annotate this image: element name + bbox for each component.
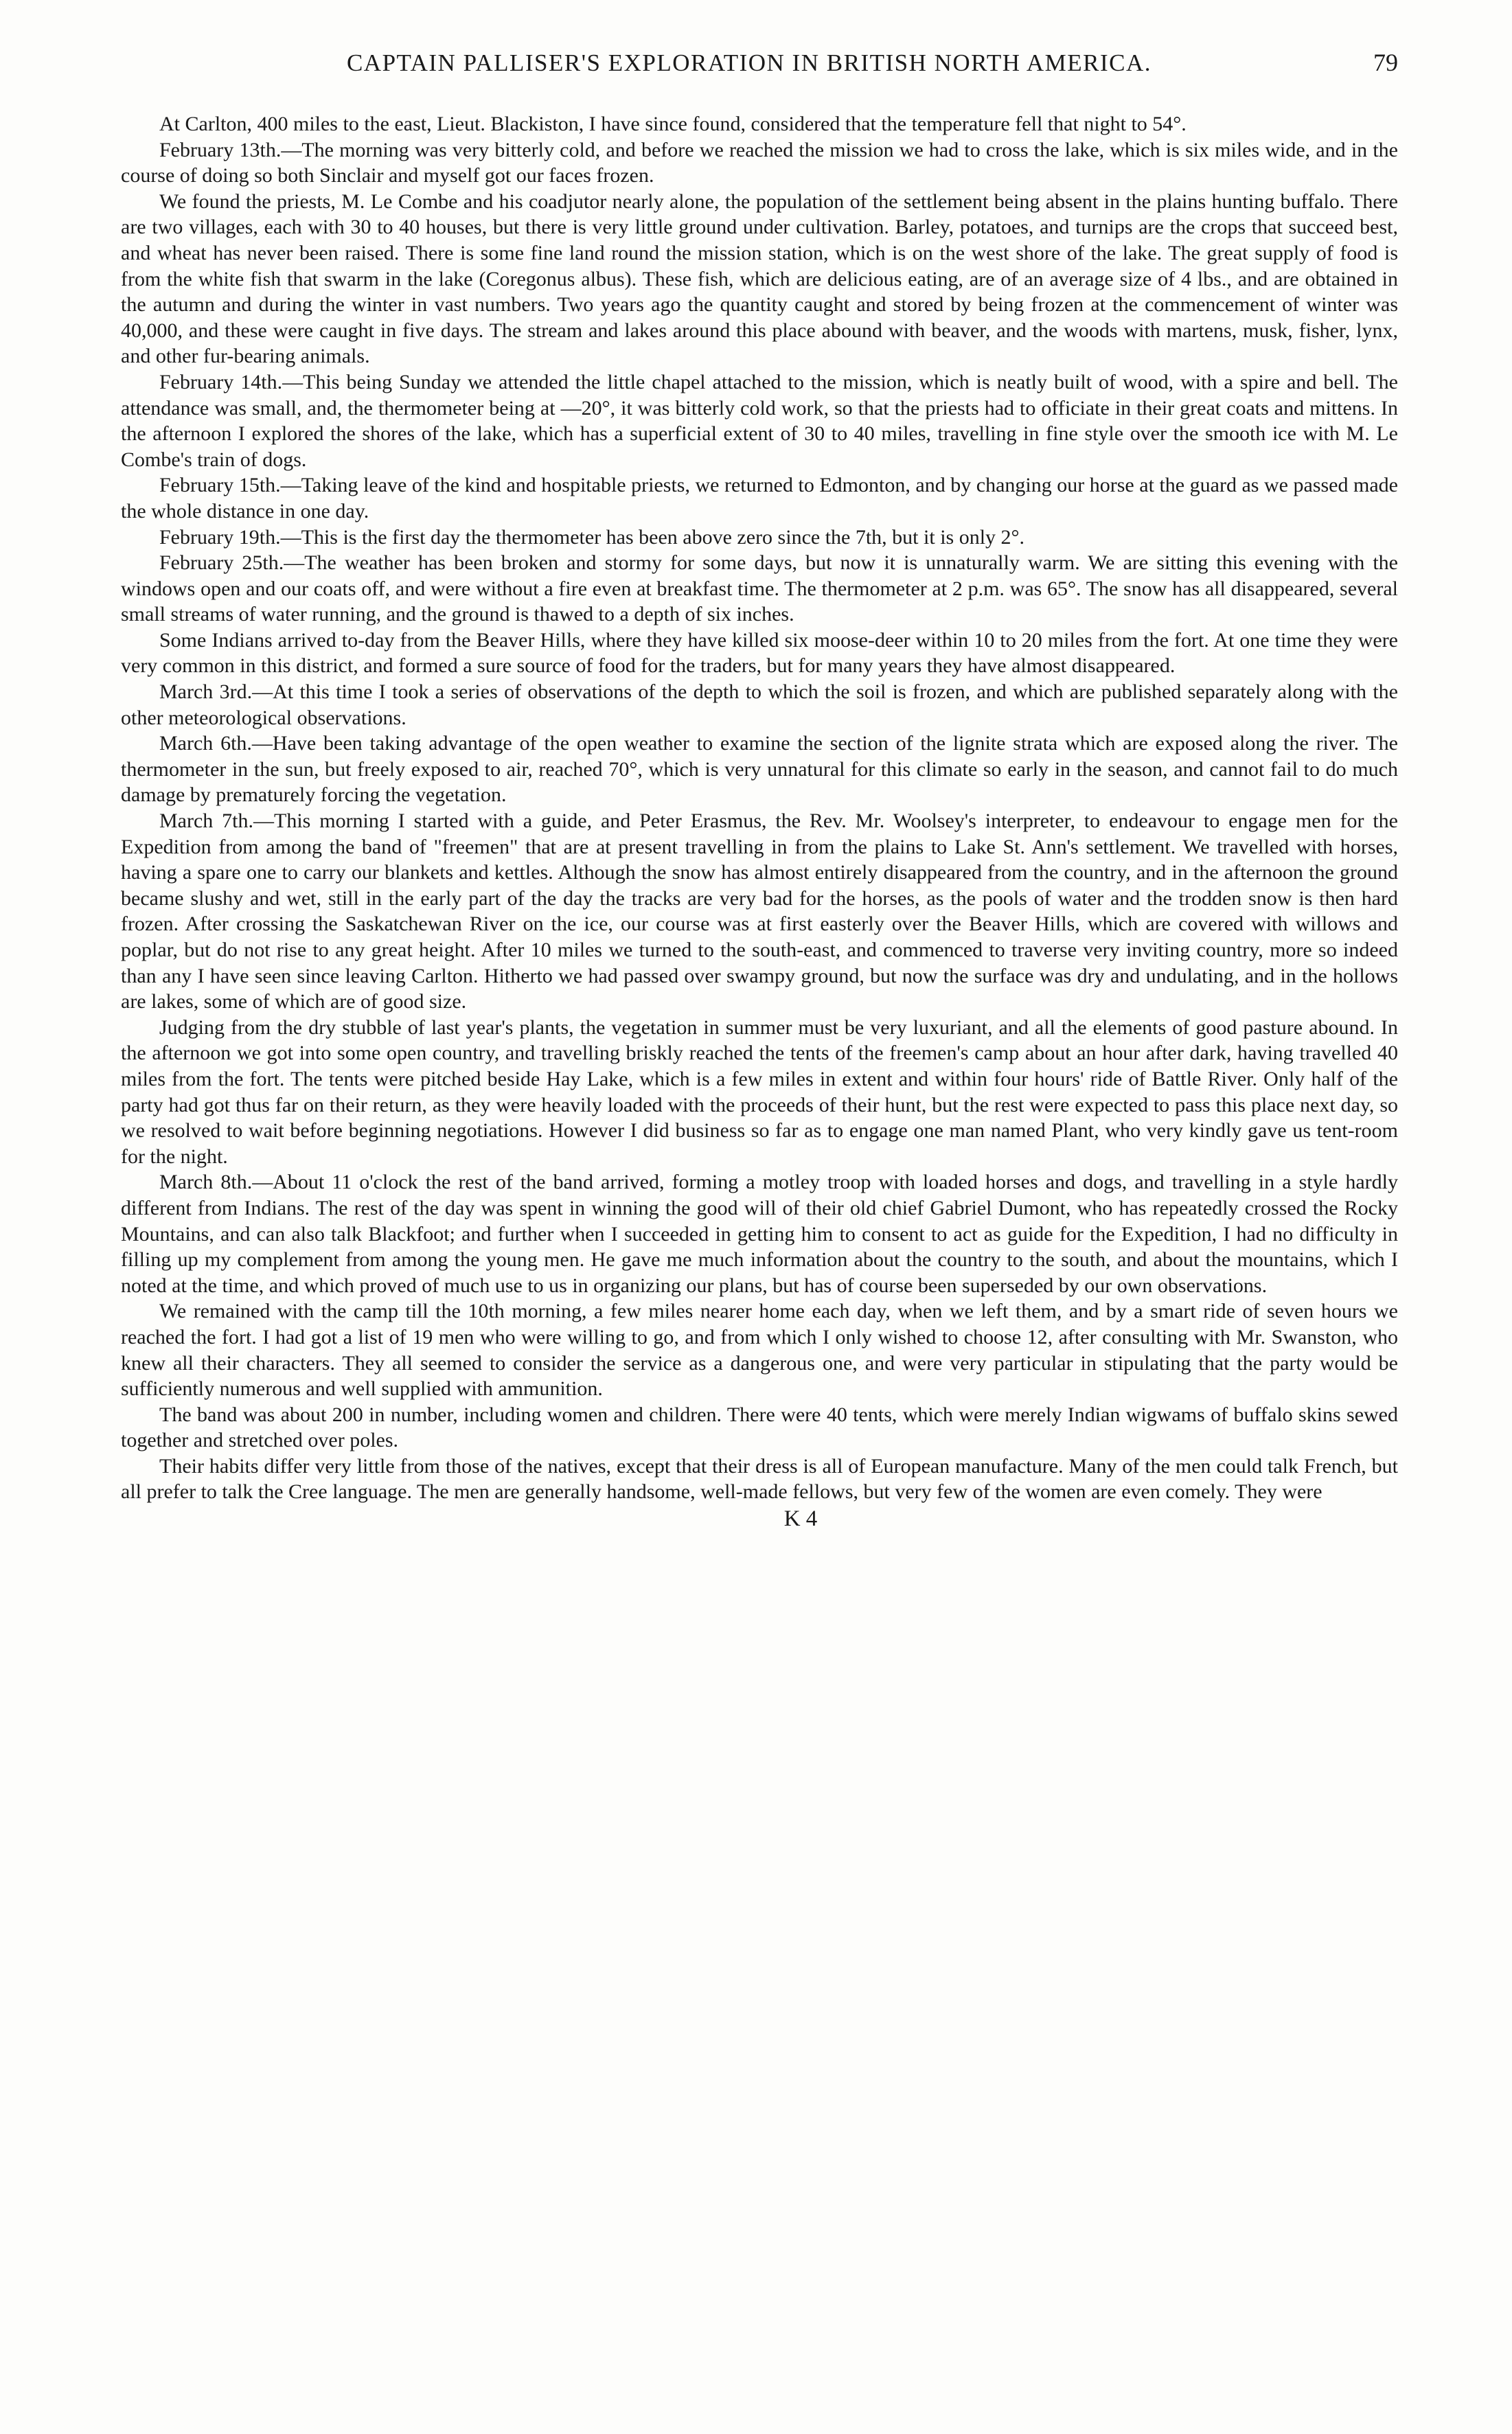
paragraph: At Carlton, 400 miles to the east, Lieut. Blackiston, I have since found, considered that the temperature fell that night to 54°. — [159, 113, 1187, 135]
paragraph: We found the priests, M. Le Combe and his coadjutor nearly alone, the population of the settlement being absent in the plains hunting buffalo. There are two villages, each with 30 to 40 houses, but there is very little ground under cultivation. Barley, potatoes, and turnips are the crops that succeed best, and wheat has never been raised. There is some fine land round the mission station, which is on the west shore of the lake. The great supply of food is from the white fish that swarm in the lake (Coregonus albus). These fish, which are delicious eating, are of an average size of 4 lbs., and are obtained in the autumn and during the winter in vast numbers. Two years ago the quantity caught and stored by being frozen at the commencement of winter was 40,000, and these were caught in five days. The stream and lakes around this place abound with beaver, and the woods with martens, musk, fisher, lynx, and other fur-bearing animals. — [121, 190, 1398, 368]
paragraph: We remained with the camp till the 10th morning, a few miles nearer home each day, when we left them, and by a smart ride of seven hours we reached the fort. I had got a list of 19 men who were willing to go, and from which I only wished to choose 12, after consulting with Mr. Swanston, who knew all their characters. They all seemed to consider the service as a dangerous one, and were very particular in stipulating that the party would be sufficiently numerous and well supplied with ammunition. — [121, 1300, 1398, 1401]
running-header — [121, 48, 1398, 96]
paragraph: March 8th.—About 11 o'clock the rest of the band arrived, forming a motley troop with loaded horses and dogs, and travelling in a style hardly different from Indians. The rest of the day was spent in winning the good will of their old chief Gabriel Dumont, who has repeatedly crossed the Rocky Mountains, and can also talk Blackfoot; and further when I succeeded in getting him to consent to act as guide for the Expedition, I had no difficulty in filling up my complement from among the young men. He gave me much information about the country to the south, and about the mountains, which I noted at the time, and which proved of much use to us in organizing our plans, but has of course been superseded by our own observations. — [121, 1171, 1398, 1297]
paragraph: March 7th.—This morning I started with a guide, and Peter Erasmus, the Rev. Mr. Woolsey's interpreter, to endeavour to engage men for the Expedition from among the band of "freemen" that are at present travelling in from the plains to Lake St. Ann's settlement. We travelled with horses, having a spare one to carry our blankets and kettles. Although the snow has almost entirely disappeared from the country, and in the afternoon the ground became slushy and wet, still in the early part of the day the tracks are very bad for the horses, as the pools of water and the trodden snow is then hard frozen. After crossing the Saskatchewan River on the ice, our course was at first easterly over the Beaver Hills, which are covered with willows and poplar, but do not rise to any great height. After 10 miles we turned to the south-east, and commenced to traverse very inviting country, more so indeed than any I have seen since leaving Carlton. Hitherto we had passed over swampy ground, but now the surface was dry and undulating, and in the hollows are lakes, some of which are of good size. — [121, 810, 1398, 1013]
running-title: CAPTAIN PALLISER'S EXPLORATION IN BRITISH NORTH AMERICA. — [346, 49, 1152, 76]
paragraph: February 13th.—The morning was very bitterly cold, and before we reached the mission we had to cross the lake, which is six miles wide, and in the course of doing so both Sinclair and myself got our faces frozen. — [121, 138, 1398, 187]
paragraph: The band was about 200 in number, including women and children. There were 40 tents, which were merely Indian wigwams of buffalo skins sewed together and stretched over poles. — [121, 1403, 1398, 1452]
body-text — [121, 111, 1398, 1505]
paragraph: February 15th.—Taking leave of the kind and hospitable priests, we returned to Edmonton, and by changing our horse at the guard as we passed made the whole distance in one day. — [121, 474, 1398, 523]
paragraph: Judging from the dry stubble of last year's plants, the vegetation in summer must be very luxuriant, and all the elements of good pasture abound. In the afternoon we got into some open country, and travelling briskly reached the tents of the freemen's camp about an hour after dark, having travelled 40 miles from the fort. The tents were pitched beside Hay Lake, which is a few miles in extent and within four hours' ride of Battle River. Only half of the party had got thus far on their return, as they were heavily loaded with the proceeds of their hunt, but the rest were expected to pass this place next day, so we resolved to wait before beginning negotiations. However I did business so far as to engage one man named Plant, who very kindly gave us tent-room for the night. — [121, 1015, 1398, 1168]
paragraph: March 6th.—Have been taking advantage of the open weather to examine the section of the lignite strata which are exposed along the river. The thermometer in the sun, but freely exposed to air, reached 70°, which is very unnatural for this climate so early in the season, and cannot fail to do much damage by prematurely forcing the vegetation. — [121, 732, 1398, 807]
paragraph: Some Indians arrived to-day from the Beaver Hills, where they have killed six moose-deer within 10 to 20 miles from the fort. At one time they were very common in this district, and formed a sure source of food for the traders, but for many years they have almost disappeared. — [121, 628, 1398, 678]
page-number: 79 — [1373, 49, 1398, 76]
paragraph: February 25th.—The weather has been broken and stormy for some days, but now it is unnaturally warm. We are sitting this evening with the windows open and our coats off, and were without a fire even at breakfast time. The thermometer at 2 p.m. was 65°. The snow has all disappeared, several small streams of water running, and the ground is thawed to a depth of six inches. — [121, 551, 1398, 626]
paragraph: February 19th.—This is the first day the thermometer has been above zero since the 7th, but it is only 2°. — [159, 525, 1025, 549]
signature-mark: K 4 — [783, 1506, 818, 1532]
paragraph: March 3rd.—At this time I took a series of observations of the depth to which the soil is frozen, and which are published separately along with the other meteorological observations. — [121, 680, 1398, 729]
paragraph: Their habits differ very little from those of the natives, except that their dress is all of European manufacture. Many of the men could talk French, but all prefer to talk the Cree language. The men are generally handsome, well-made fellows, but very few of the women are even comely. They were — [121, 1454, 1398, 1504]
document-page — [121, 48, 1398, 1532]
paragraph: February 14th.—This being Sunday we attended the little chapel attached to the mission, which is neatly built of wood, with a spire and bell. The attendance was small, and, the thermometer being at —20°, it was bitterly cold work, so that the priests had to officiate in their great coats and mittens. In the afternoon I explored the shores of the lake, which has a superficial extent of 30 to 40 miles, travelling in fine style over the smooth ice with M. Le Combe's train of dogs. — [121, 370, 1398, 471]
